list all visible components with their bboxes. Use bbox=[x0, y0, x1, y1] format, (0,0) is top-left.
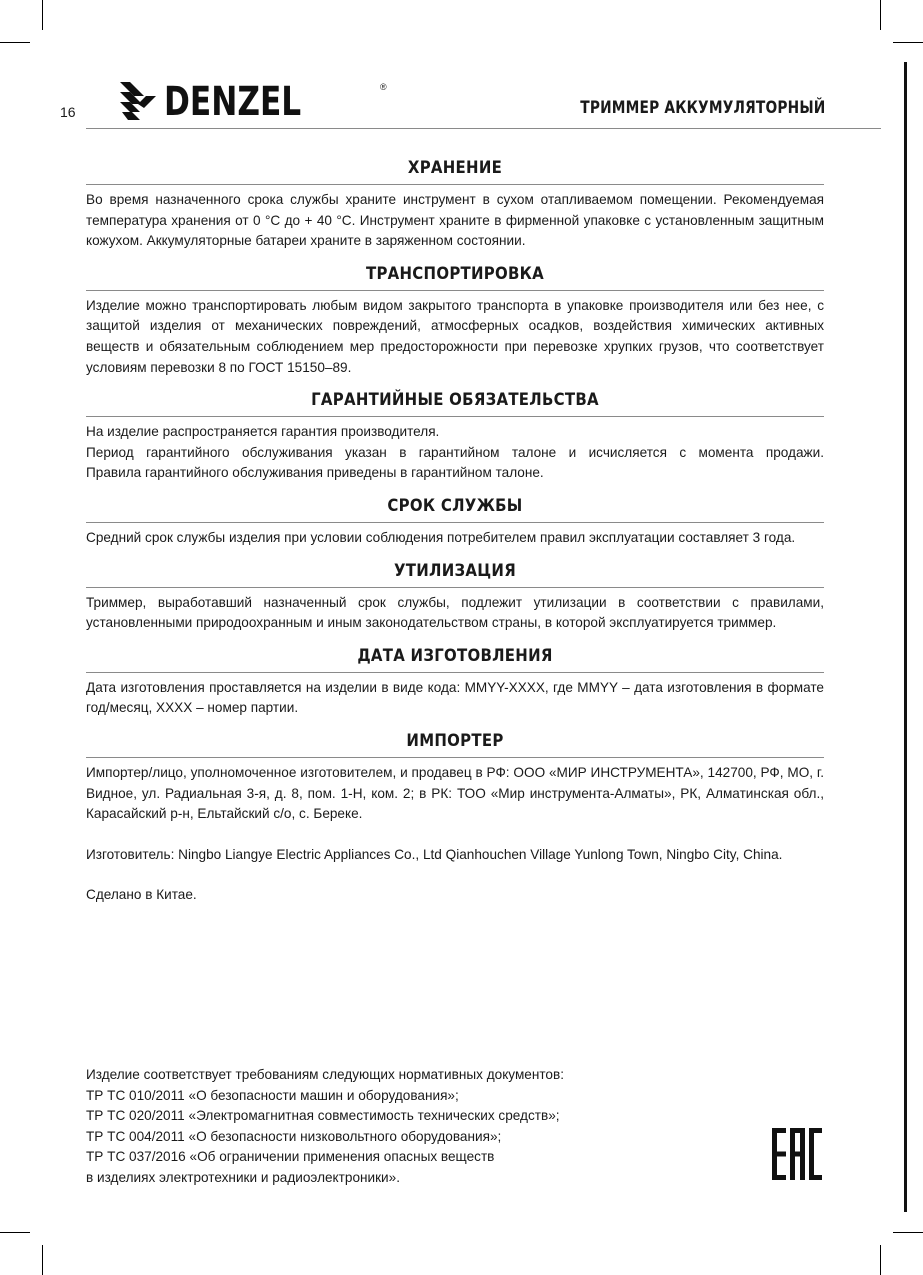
section-manufacture-date bbox=[86, 646, 824, 719]
section-disposal bbox=[86, 561, 824, 634]
section-title: ГАРАНТИЙНЫЕ ОБЯЗАТЕЛЬСТВА bbox=[311, 390, 599, 411]
section-storage bbox=[86, 158, 824, 252]
section-title: ДАТА ИЗГОТОВЛЕНИЯ bbox=[357, 645, 553, 666]
section-divider bbox=[86, 290, 824, 291]
section-divider bbox=[86, 416, 824, 417]
crop-mark bbox=[893, 1232, 923, 1233]
paragraph: Средний срок службы изделия при условии соблюдения потребителем правил эксплуатации составляет 3 года. bbox=[86, 529, 796, 545]
page-edge-bar bbox=[904, 62, 907, 1212]
section-importer bbox=[86, 731, 824, 906]
brand-logo bbox=[120, 79, 387, 125]
paragraph: Триммер, выработавший назначенный срок службы, подлежит утилизации в соответствии с правилами, установленными природоохранным и иным законодательством страны, в которой эксплуатируется триммер. bbox=[86, 594, 824, 631]
paragraph: На изделие распространяется гарантия производителя. bbox=[86, 424, 440, 440]
registered-mark: ® bbox=[380, 82, 387, 92]
crop-mark bbox=[893, 42, 923, 43]
paragraph: Импортер/лицо, уполномоченное изготовителем, и продавец в РФ: ООО «МИР ИНСТРУМЕНТА», 142700, РФ, МО, г. Видное, ул. Радиальная 3-я, д. 8, пом. 1-Н, ком. 2; в РК: ТОО «Мир инструмента-Алматы», РК, Алматинская обл., Карасайский р-н, Ельтайский с/о, с. Береке. bbox=[86, 764, 824, 822]
crop-mark bbox=[0, 42, 30, 43]
header-divider bbox=[86, 128, 881, 129]
conformity-line: Изделие соответствует требованиям следующих нормативных документов: bbox=[86, 1067, 564, 1082]
paragraph: Правила гарантийного обслуживания приведены в гарантийном талоне. bbox=[86, 465, 544, 481]
section-title: УТИЛИЗАЦИЯ bbox=[394, 560, 516, 581]
denzel-chevron-icon bbox=[120, 82, 160, 120]
conformity-line: ТР ТС 037/2016 «Об ограничении применения опасных веществ bbox=[86, 1149, 495, 1165]
paragraph: Изделие можно транспортировать любым видом закрытого транспорта в упаковке производителя или без нее, с защитой изделия от механических повреждений, атмосферных осадков, воздействия химических активных веществ и обязательным соблюдением мер предосторожности при перевозке хрупких грузов, что соответствует условиям перевозки 8 по ГОСТ 15150–89. bbox=[86, 297, 824, 375]
section-title: ХРАНЕНИЕ bbox=[407, 158, 503, 178]
section-divider bbox=[86, 522, 824, 523]
crop-mark bbox=[42, 0, 43, 30]
paragraph: Изготовитель: Ningbo Liangye Electric Appliances Co., Ltd Qianhouchen Village Yunlong Town, Ningbo City, China. bbox=[86, 846, 783, 862]
crop-mark bbox=[42, 1245, 43, 1275]
paragraph: Дата изготовления проставляется на изделии в виде кода: MMYY-XXXX, где MMYY – дата изготовления в формате год/месяц, XXXX – номер партии. bbox=[86, 679, 824, 716]
crop-mark bbox=[880, 1245, 881, 1275]
document-title: ТРИММЕР АККУМУЛЯТОРНЫЙ bbox=[579, 98, 825, 118]
conformity-line: в изделиях электротехники и радиоэлектроники». bbox=[86, 1169, 400, 1185]
section-service-life bbox=[86, 496, 824, 549]
brand-wordmark: DENZEL bbox=[164, 79, 302, 125]
paragraph: Сделано в Китае. bbox=[86, 887, 197, 903]
section-divider bbox=[86, 757, 824, 758]
section-title: ИМПОРТЕР bbox=[406, 730, 504, 751]
conformity-line: ТР ТС 020/2011 «Электромагнитная совместимость технических средств»; bbox=[86, 1108, 560, 1124]
crop-mark bbox=[880, 0, 881, 30]
section-title: СРОК СЛУЖБЫ bbox=[387, 495, 523, 516]
conformity-line: ТР ТС 010/2011 «О безопасности машин и оборудования»; bbox=[86, 1087, 459, 1103]
paragraph: Период гарантийного обслуживания указан в гарантийном талоне и исчисляется с момента продажи. bbox=[86, 444, 824, 460]
section-divider bbox=[86, 184, 824, 185]
section-divider bbox=[86, 587, 824, 588]
eac-mark-icon bbox=[772, 1128, 822, 1180]
section-divider bbox=[86, 672, 824, 673]
section-transport bbox=[86, 264, 824, 378]
section-warranty bbox=[86, 390, 824, 484]
conformity-line: ТР ТС 004/2011 «О безопасности низковольтного оборудования»; bbox=[86, 1128, 502, 1144]
conformity-block bbox=[86, 1065, 726, 1189]
section-title: ТРАНСПОРТИРОВКА bbox=[365, 263, 545, 284]
page-number: 16 bbox=[60, 104, 76, 120]
paragraph: Во время назначенного срока службы храните инструмент в сухом отапливаемом помещении. Рекомендуемая температура хранения от 0 °С до + 40 °С. Инструмент храните в фирменной упаковке с установленным защитным кожухом. Аккумуляторные батареи храните в заряженном состоянии. bbox=[86, 192, 824, 249]
crop-mark bbox=[0, 1232, 30, 1233]
page-content bbox=[86, 158, 824, 918]
